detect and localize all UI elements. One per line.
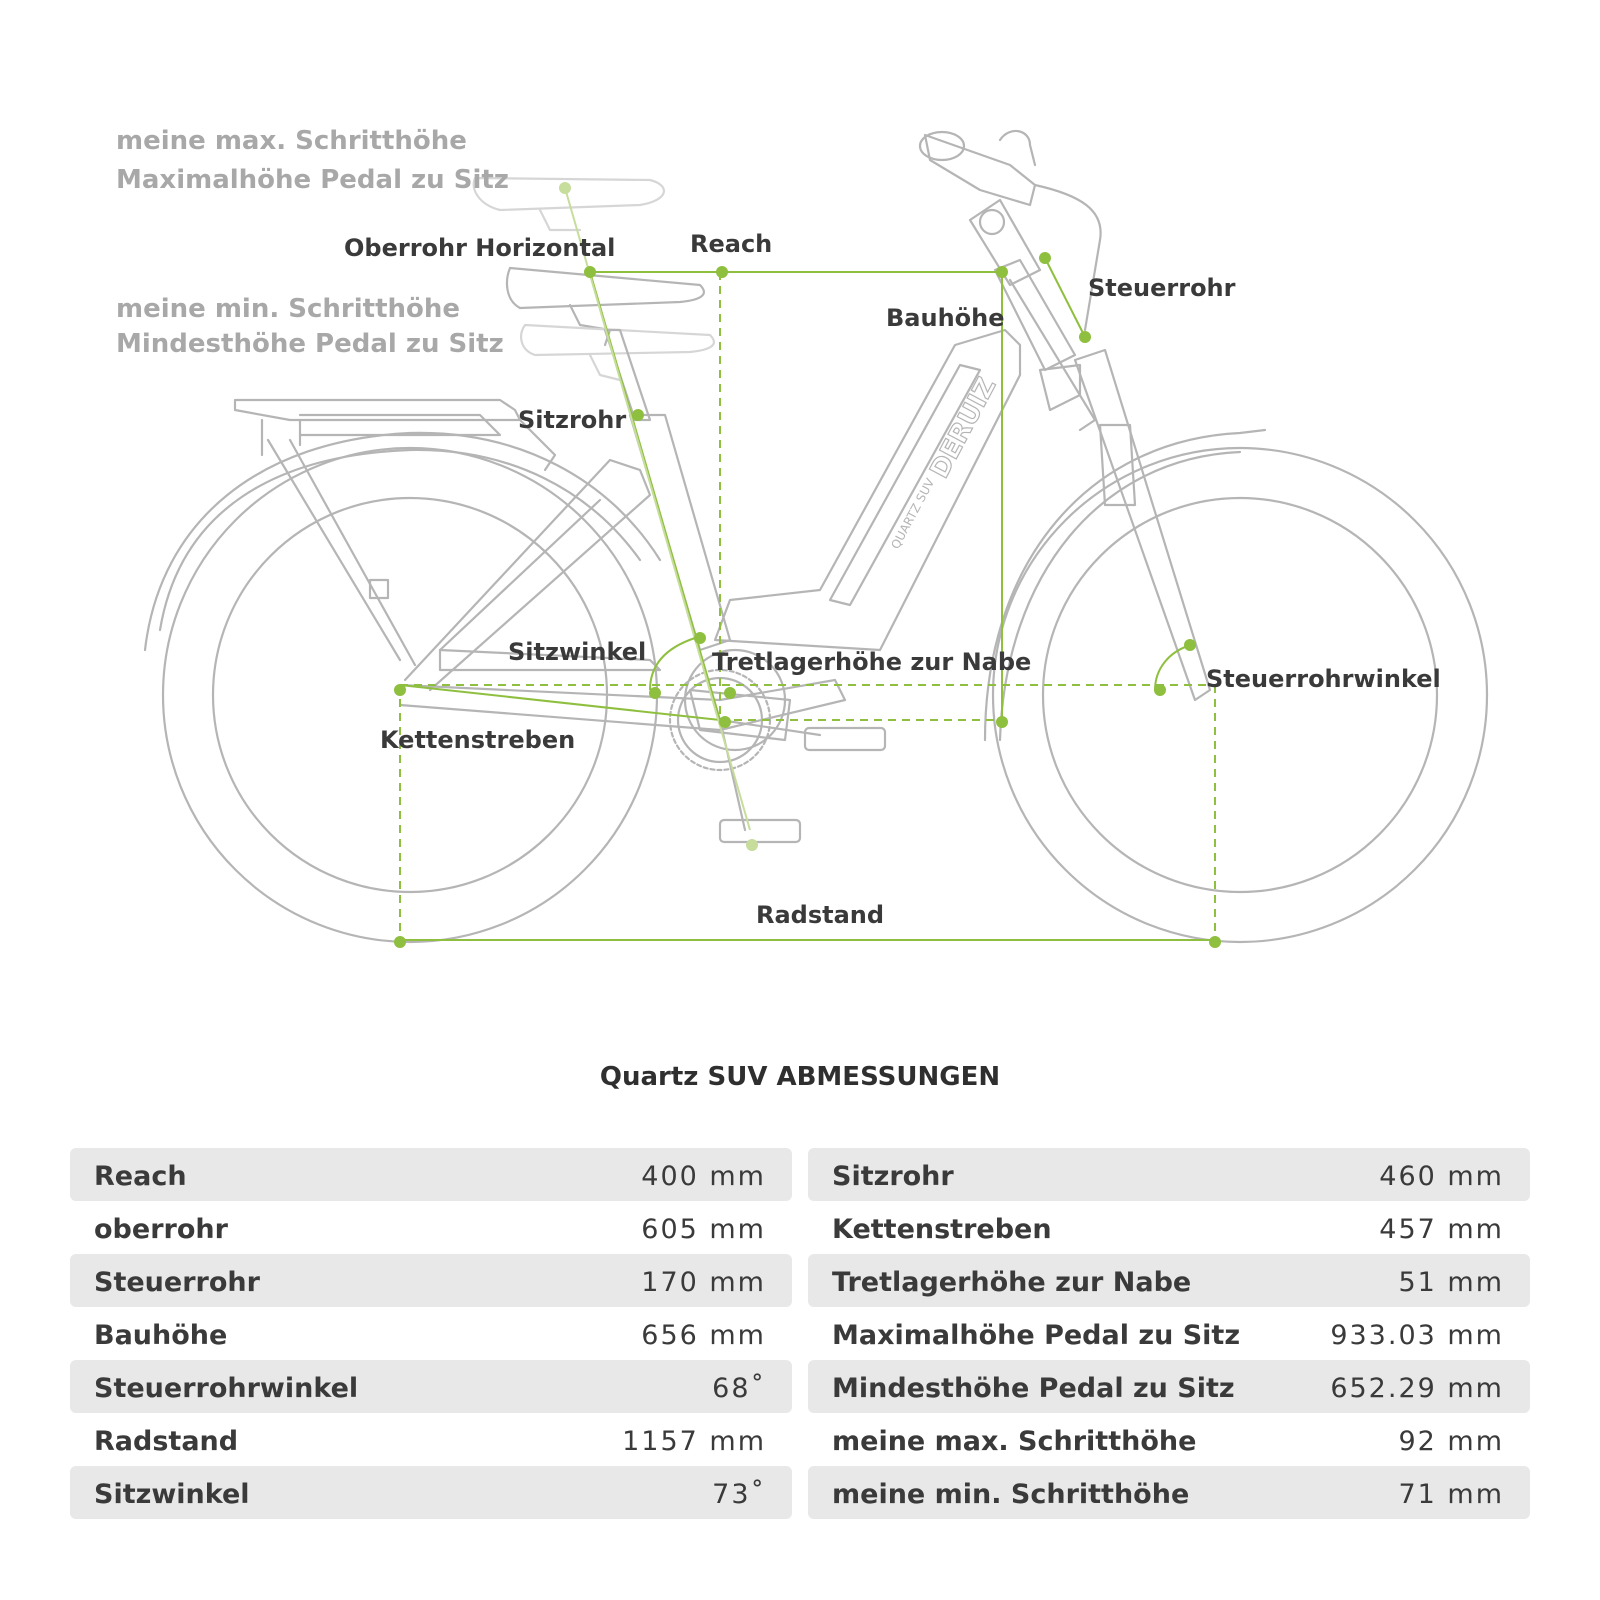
rear-rack xyxy=(235,400,555,665)
dimension-value: 400 mm xyxy=(641,1161,766,1192)
table-row xyxy=(808,1307,1530,1360)
table-row xyxy=(808,1254,1530,1307)
dimension-name: Radstand xyxy=(94,1426,239,1457)
dimension-value: 71 mm xyxy=(1398,1479,1504,1510)
dimension-name: Mindesthöhe Pedal zu Sitz xyxy=(832,1373,1235,1404)
dimension-value: 170 mm xyxy=(641,1267,766,1298)
steerer-line xyxy=(1045,258,1085,337)
dimension-name: Maximalhöhe Pedal zu Sitz xyxy=(832,1320,1241,1351)
dimension-name: Tretlagerhöhe zur Nabe xyxy=(832,1267,1192,1298)
dimension-value: 1157 mm xyxy=(622,1426,766,1457)
dimension-name: meine min. Schritthöhe xyxy=(832,1479,1190,1510)
label-reach: Reach xyxy=(690,230,773,258)
frame-model: QUARTZ SUV xyxy=(888,476,938,552)
label-min-crotch: meine min. Schritthöhe xyxy=(116,294,461,324)
label-chainstay: Kettenstreben xyxy=(380,726,576,754)
dimension-name: Reach xyxy=(94,1161,187,1192)
dimension-value: 652.29 mm xyxy=(1330,1373,1504,1404)
dimension-name: Bauhöhe xyxy=(94,1320,228,1351)
dimension-value: 933.03 mm xyxy=(1330,1320,1504,1351)
label-head-angle: Steuerrohrwinkel xyxy=(1206,665,1441,693)
dimension-value: 605 mm xyxy=(641,1214,766,1245)
table-row xyxy=(70,1254,792,1307)
front-wheel xyxy=(993,448,1487,942)
table-row xyxy=(808,1148,1530,1201)
dimension-name: Sitzrohr xyxy=(832,1161,954,1192)
label-top-tube-horizontal: Oberrohr Horizontal xyxy=(344,234,616,262)
label-bb-drop: Tretlagerhöhe zur Nabe xyxy=(712,648,1032,676)
label-max-crotch: meine max. Schritthöhe xyxy=(116,126,467,156)
dimension-value: 457 mm xyxy=(1379,1214,1504,1245)
dimension-value: 656 mm xyxy=(641,1320,766,1351)
dimension-name: Steuerrohrwinkel xyxy=(94,1373,359,1404)
table-row xyxy=(70,1148,792,1201)
rear-fender xyxy=(145,433,660,650)
table-row xyxy=(70,1413,792,1466)
table-row xyxy=(808,1201,1530,1254)
table-row xyxy=(70,1466,792,1519)
table-row xyxy=(808,1466,1530,1519)
dimension-name: Sitzwinkel xyxy=(94,1479,250,1510)
frame-logo: DERUIZ xyxy=(924,372,1003,484)
label-seat-tube: Sitzrohr xyxy=(518,406,627,434)
dimensions-table-left xyxy=(70,1148,792,1519)
table-row xyxy=(70,1360,792,1413)
table-row xyxy=(70,1307,792,1360)
table-row xyxy=(808,1360,1530,1413)
drivetrain xyxy=(670,650,885,842)
label-max-pedal-seat: Maximalhöhe Pedal zu Sitz xyxy=(116,165,509,195)
dimension-name: oberrohr xyxy=(94,1214,228,1245)
dimension-value: 92 mm xyxy=(1398,1426,1504,1457)
label-stack: Bauhöhe xyxy=(886,304,1005,332)
label-steerer: Steuerrohr xyxy=(1088,274,1236,302)
table-row xyxy=(808,1413,1530,1466)
label-seat-angle: Sitzwinkel xyxy=(508,638,647,666)
dimension-value: 68˚ xyxy=(712,1373,766,1404)
dimension-name: meine max. Schritthöhe xyxy=(832,1426,1197,1457)
dimension-value: 51 mm xyxy=(1398,1267,1504,1298)
chainstay-line xyxy=(400,685,720,720)
table-row xyxy=(70,1201,792,1254)
label-min-pedal-seat: Mindesthöhe Pedal zu Sitz xyxy=(116,329,504,359)
dimension-name: Steuerrohr xyxy=(94,1267,260,1298)
table-title: Quartz SUV ABMESSUNGEN xyxy=(599,1062,1001,1092)
dimension-name: Kettenstreben xyxy=(832,1214,1052,1245)
rear-wheel xyxy=(163,448,657,942)
dimension-value: 73˚ xyxy=(712,1479,766,1510)
dimension-value: 460 mm xyxy=(1379,1161,1504,1192)
label-wheelbase: Radstand xyxy=(756,901,885,929)
dimensions-table-right xyxy=(808,1148,1530,1519)
